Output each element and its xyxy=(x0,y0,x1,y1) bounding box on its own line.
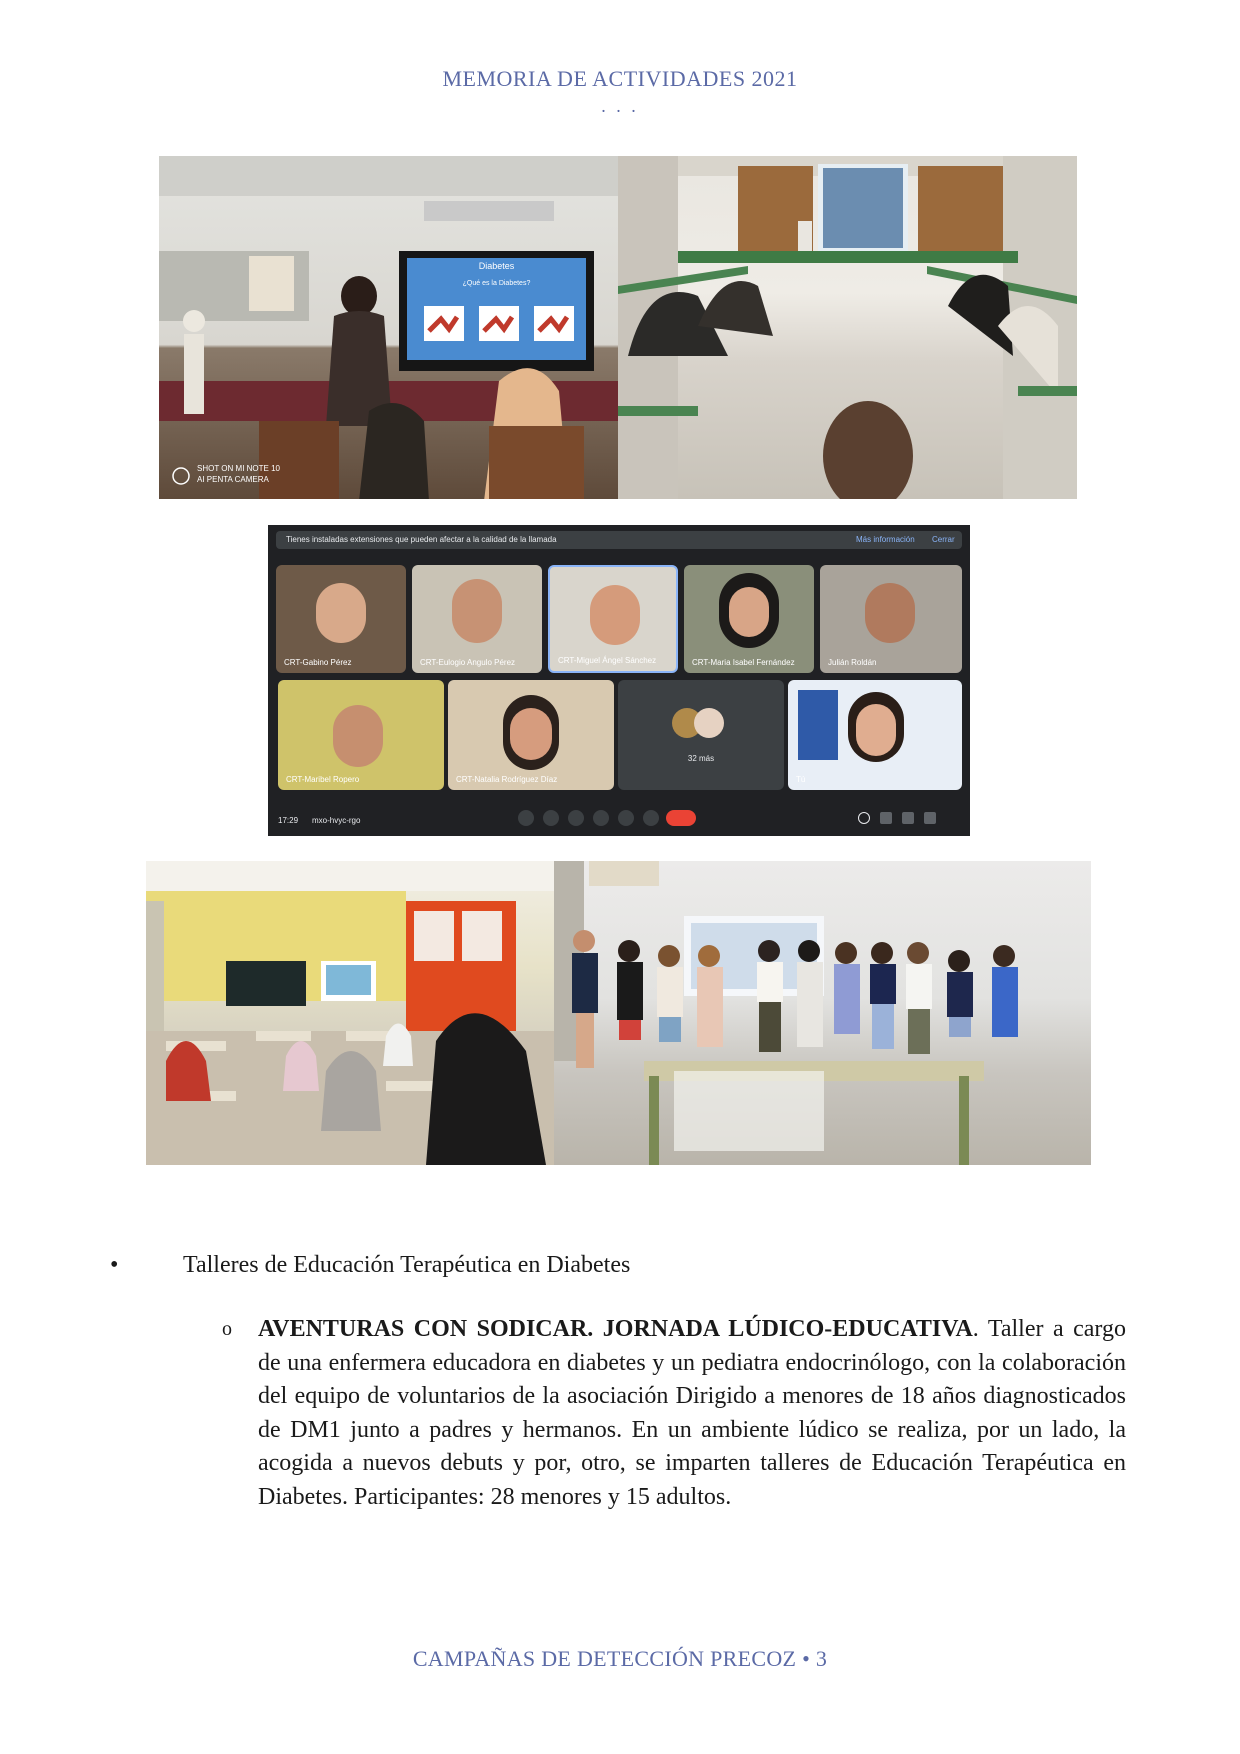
header-dots: . . . xyxy=(601,96,639,116)
participant-face xyxy=(729,587,769,637)
participant-tile xyxy=(684,565,814,673)
end-call-icon[interactable] xyxy=(666,810,696,826)
sublist-marker: o xyxy=(222,1318,232,1340)
participant-name: Tú xyxy=(796,775,806,784)
video-call-screenshot xyxy=(268,525,970,836)
participant-tile xyxy=(276,565,406,673)
activities-icon[interactable] xyxy=(924,812,936,824)
present-screen-icon[interactable] xyxy=(618,810,634,826)
page-footer: CAMPAÑAS DE DETECCIÓN PRECOZ • 3 xyxy=(412,1646,828,1671)
screen-subtitle: ¿Qué es la Diabetes? xyxy=(462,280,531,287)
captions-icon[interactable] xyxy=(568,810,584,826)
participant-face xyxy=(865,583,915,643)
chat-icon[interactable] xyxy=(902,812,914,824)
camera-watermark-line1: SHOT ON MI NOTE 10 xyxy=(197,464,280,473)
classroom-audience-illustration xyxy=(618,156,1077,499)
classroom-presentation-illustration xyxy=(159,156,618,499)
more-participants-count: 32 más xyxy=(687,754,715,763)
participant-name: CRT-Maribel Ropero xyxy=(286,775,360,784)
participant-tile xyxy=(448,680,614,790)
microphone-icon[interactable] xyxy=(518,810,534,826)
extension-notice-text: Tienes instaladas extensiones que pueden afectar a la calidad de la llamada xyxy=(286,535,557,544)
participant-face xyxy=(590,585,640,645)
participant-face xyxy=(452,579,502,643)
participant-face xyxy=(333,705,383,767)
participant-face xyxy=(316,583,366,643)
participant-tile xyxy=(820,565,962,673)
classroom-students-illustration xyxy=(146,861,554,1165)
photo-group-volunteers xyxy=(554,861,1091,1165)
more-info-link[interactable]: Más información xyxy=(856,535,915,544)
header-title: MEMORIA DE ACTIVIDADES 2021 xyxy=(442,66,798,91)
more-options-icon[interactable] xyxy=(643,810,659,826)
participant-name: CRT-Gabino Pérez xyxy=(284,658,352,667)
participant-tile-active xyxy=(548,565,678,673)
call-time: 17:29 xyxy=(278,816,299,825)
participant-tile xyxy=(278,680,444,790)
list-bullet: • xyxy=(110,1252,119,1278)
participant-name: CRT-Miguel Ángel Sánchez xyxy=(558,656,657,665)
group-volunteers-illustration xyxy=(554,861,1091,1165)
photo-classroom-audience xyxy=(618,156,1077,499)
participant-name: CRT-Natalia Rodríguez Díaz xyxy=(456,775,558,784)
participant-name: CRT-Maria Isabel Fernández xyxy=(692,658,795,667)
sublist-item-title: AVENTURAS CON SODICAR. JORNADA LÚDICO-EDUCATIVA xyxy=(258,1316,973,1342)
photo-classroom-presentation xyxy=(159,156,618,499)
sublist-item xyxy=(258,1313,1126,1514)
people-icon[interactable] xyxy=(880,812,892,824)
banner-graphic xyxy=(798,690,838,760)
meeting-code: mxo-hvyc-rgo xyxy=(312,816,361,825)
extension-notice-bar xyxy=(276,531,962,549)
participant-tile-self xyxy=(788,680,962,790)
participant-tile xyxy=(412,565,542,673)
info-icon[interactable] xyxy=(858,812,870,824)
list-item: Talleres de Educación Terapéutica en Diabetes xyxy=(183,1252,631,1278)
camera-icon[interactable] xyxy=(543,810,559,826)
more-participants-tile[interactable] xyxy=(618,680,784,790)
participant-name: CRT-Eulogio Angulo Pérez xyxy=(420,658,516,667)
camera-watermark xyxy=(197,463,280,485)
camera-watermark-line2: AI PENTA CAMERA xyxy=(197,475,269,484)
avatar xyxy=(694,708,724,738)
photo-classroom-students xyxy=(146,861,554,1165)
raise-hand-icon[interactable] xyxy=(593,810,609,826)
participant-face xyxy=(856,704,896,756)
sublist-item-body: . Taller a cargo de una enfermera educadora en diabetes y un pediatra endocrinólogo, con la colaboración del equipo de voluntarios de la asociación Dirigido a menores de 18 años diagnosticados de DM1 junto a padres y hermanos. En un ambiente lúdico se realiza, por un lado, la acogida a nuevos debuts y por, otro, se imparten talleres de Educación Terapéutica en Diabetes. Participantes: 28 menores y 15 adultos. xyxy=(258,1316,1126,1510)
close-link[interactable]: Cerrar xyxy=(932,535,955,544)
participant-name: Julián Roldán xyxy=(828,658,877,667)
screen-title: Diabetes xyxy=(478,261,515,271)
participant-face xyxy=(510,708,552,760)
